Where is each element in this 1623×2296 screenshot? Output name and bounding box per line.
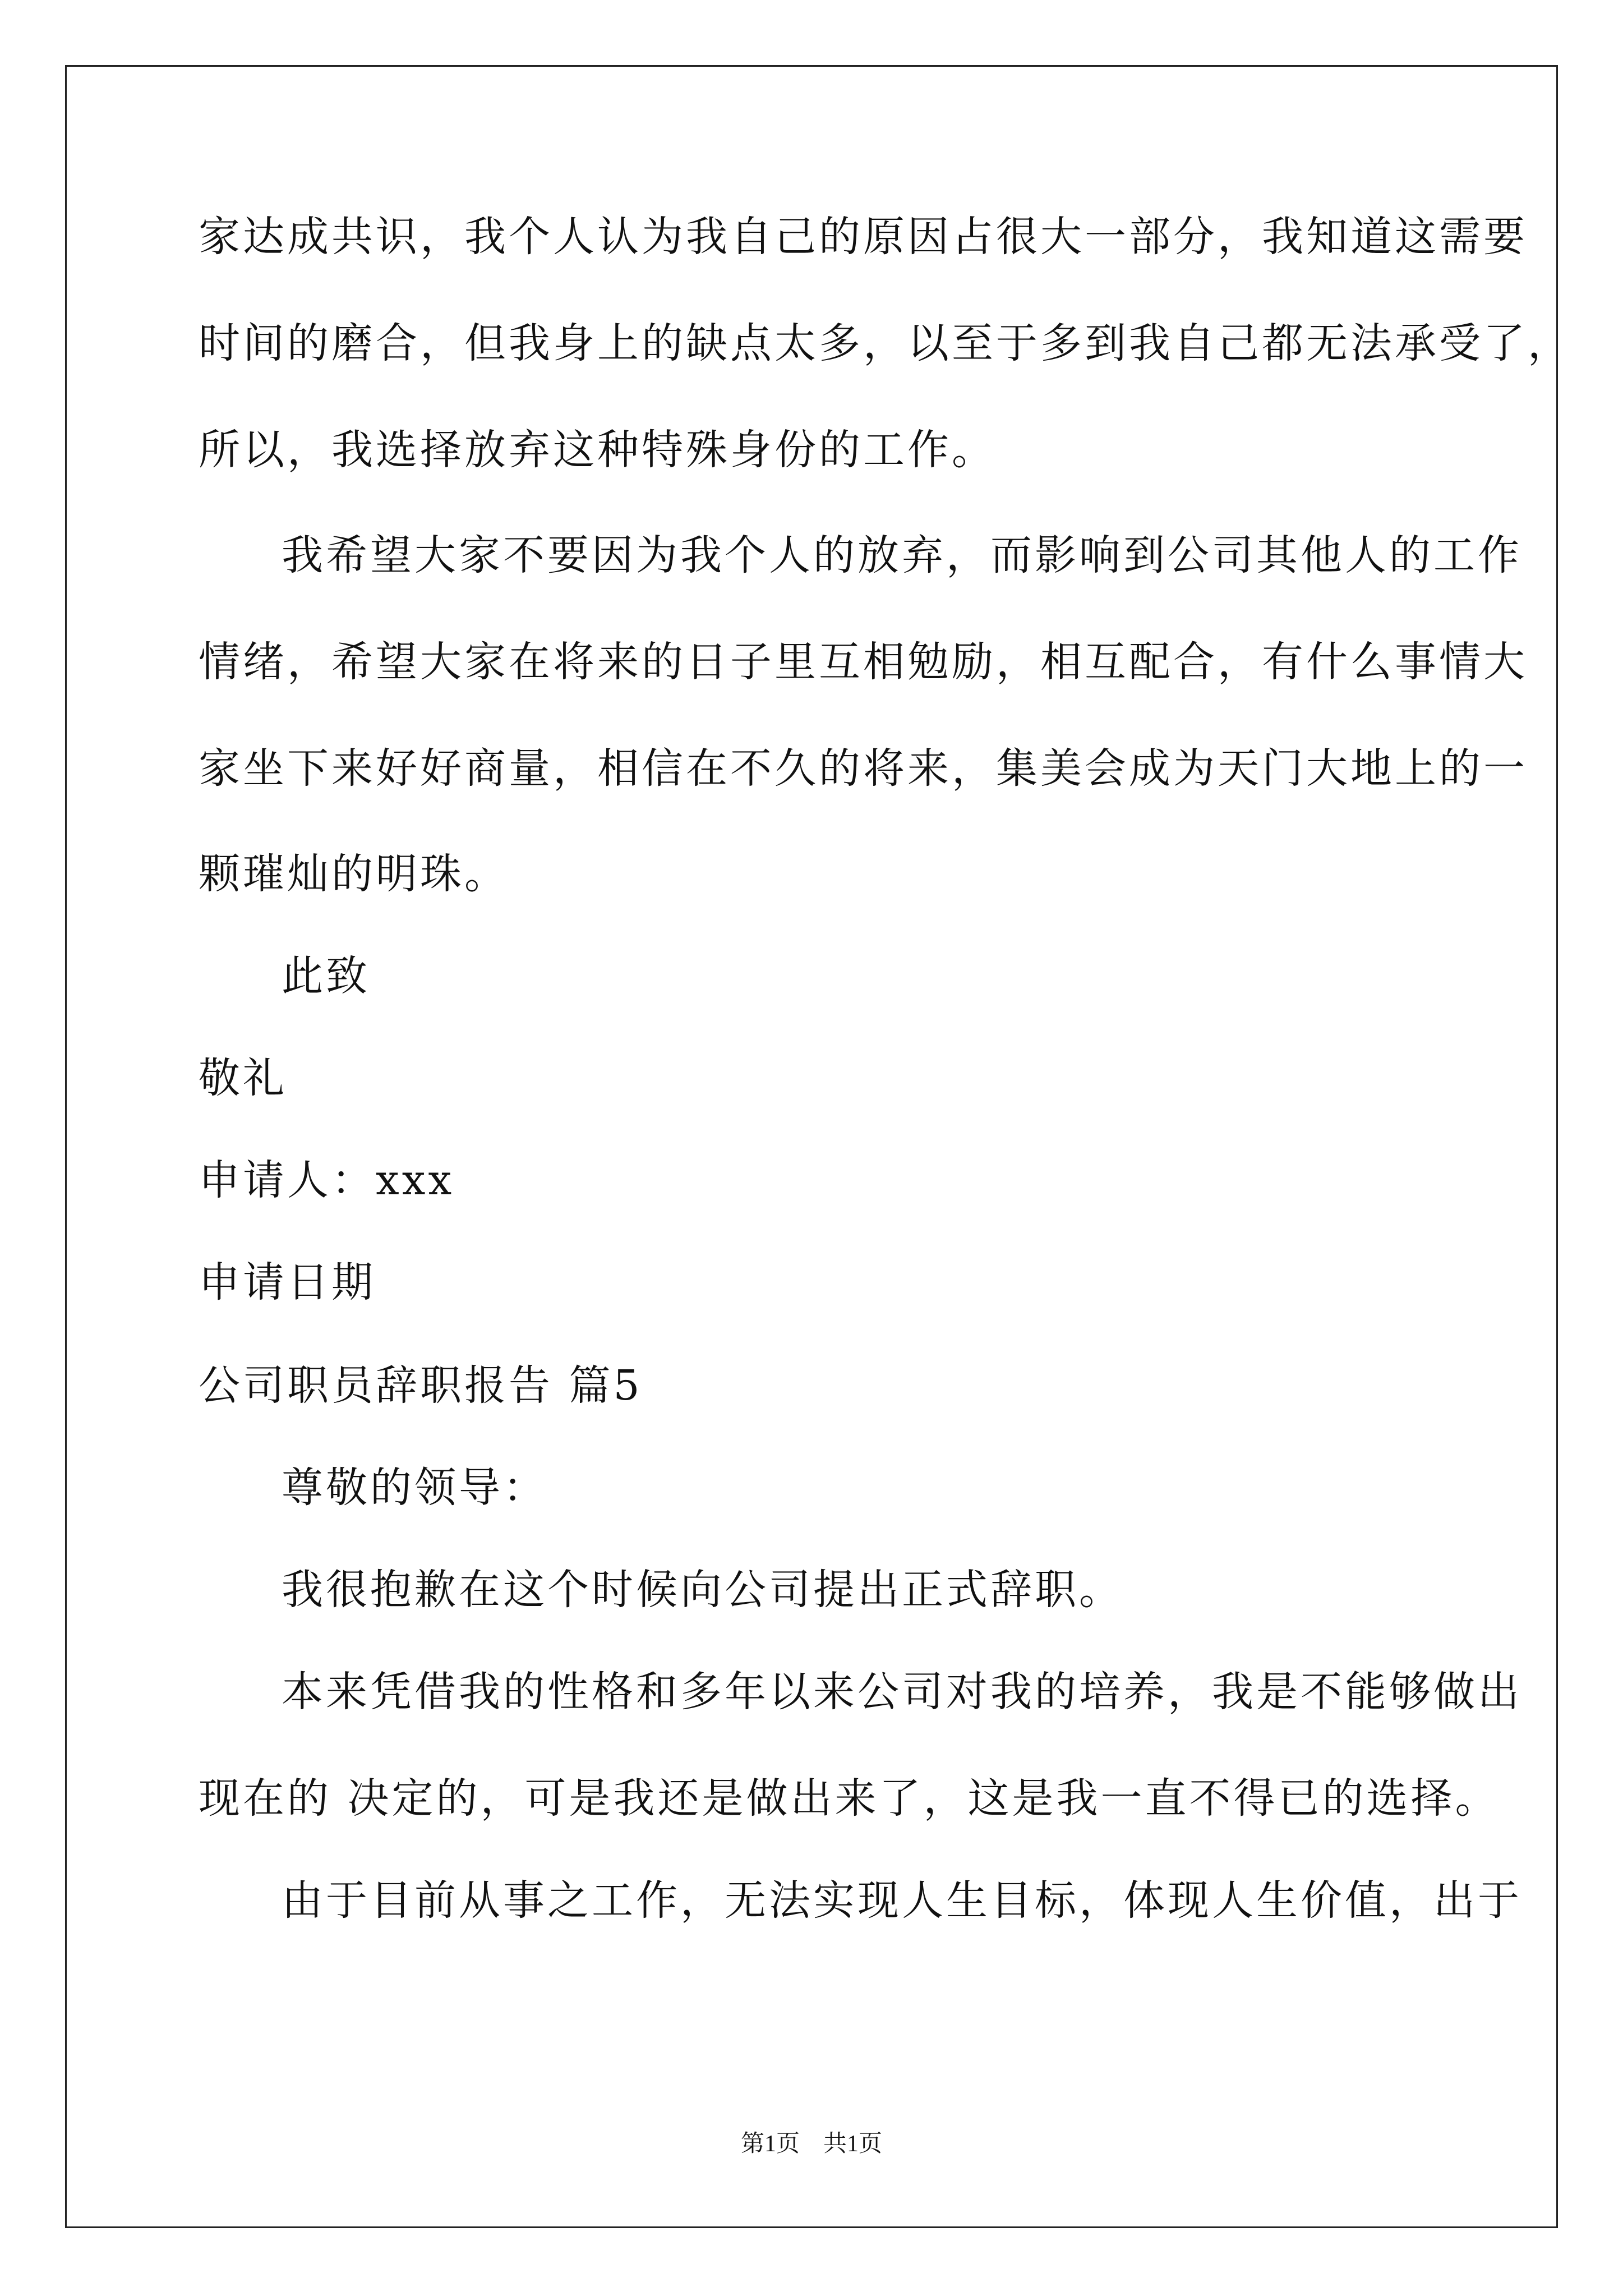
paragraph-line: 我很抱歉在这个时候向公司提出正式辞职。 [282,1566,1123,1614]
paragraph-line: 所以，我选择放弃这种特殊身份的工作。 [199,426,996,474]
paragraph-line: 家达成共识，我个人认为我自己的原因占很大一部分，我知道这需要 [199,213,1528,261]
paragraph-line: 我希望大家不要因为我个人的放弃，而影响到公司其他人的工作 [282,531,1522,579]
salutation: 尊敬的领导： [282,1464,547,1512]
date-line: 申请日期 [199,1258,376,1306]
paragraph-line: 家坐下来好好商量，相信在不久的将来，集美会成为天门大地上的一 [199,744,1528,793]
paragraph-line: 颗璀灿的明珠。 [199,850,509,898]
paragraph-line: 情绪，希望大家在将来的日子里互相勉励，相互配合，有什么事情大 [199,638,1528,686]
paragraph-line: 由于目前从事之工作，无法实现人生目标，体现人生价值，出于 [282,1876,1522,1925]
closing-line: 敬礼 [199,1054,287,1102]
applicant-line: 申请人：xxx [199,1156,455,1204]
paragraph-line: 本来凭借我的性格和多年以来公司对我的培养，我是不能够做出 [282,1668,1522,1716]
paragraph-line: 时间的磨合，但我身上的缺点太多，以至于多到我自己都无法承受了， [199,319,1572,367]
page-footer: 第1页 共1页 [740,2131,882,2157]
closing-line: 此致 [282,952,370,1000]
paragraph-line: 现在的 决定的，可是我还是做出来了，这是我一直不得已的选择。 [199,1774,1500,1823]
section-title: 公司职员辞职报告 篇5 [199,1361,643,1410]
